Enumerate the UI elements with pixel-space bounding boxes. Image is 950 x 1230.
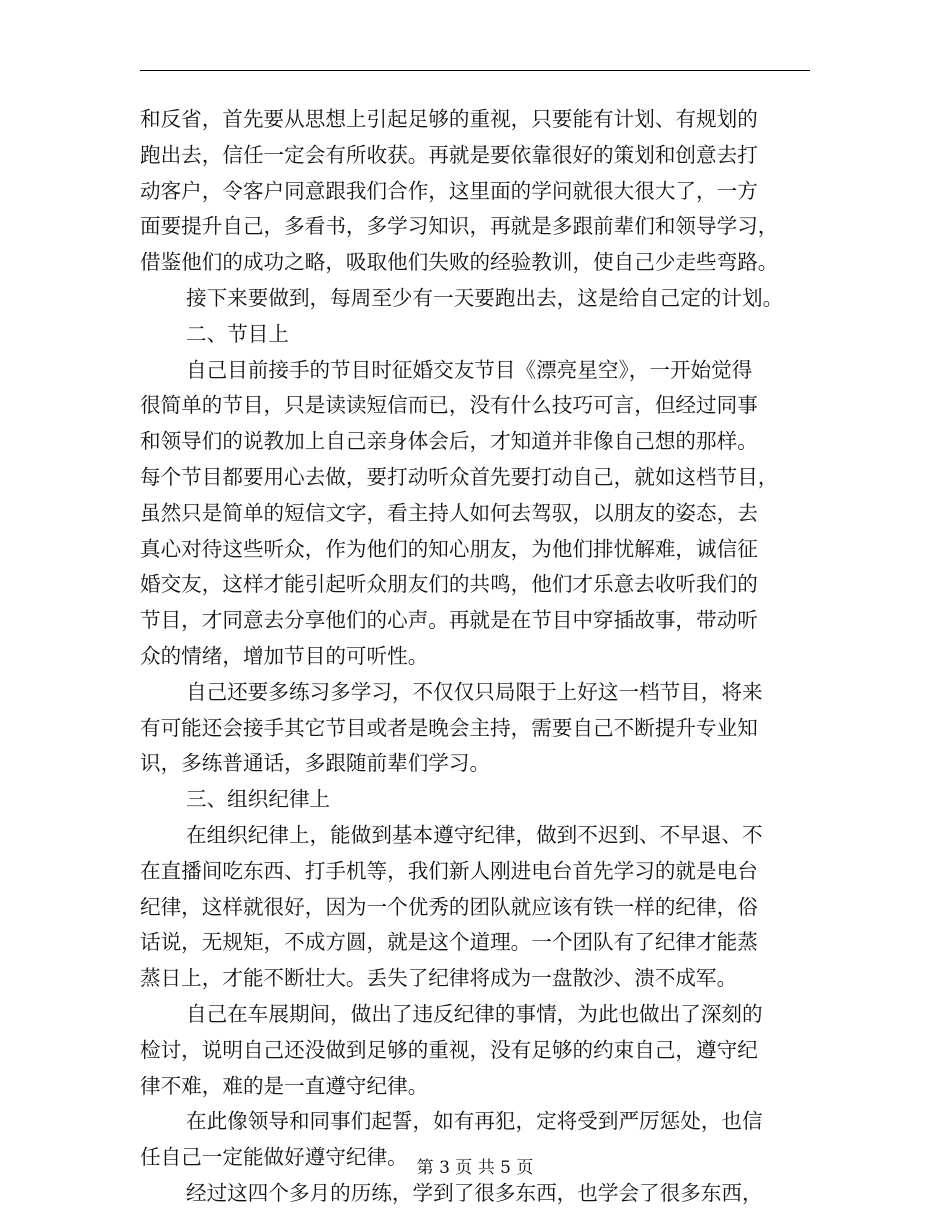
text-line: 自己还要多练习多学习，不仅仅只局限于上好这一档节目，将来 — [186, 679, 763, 704]
text-line: 众的情绪，增加节目的可听性。 — [140, 643, 429, 668]
text-line: 在此像领导和同事们起誓，如有再犯，定将受到严厉惩处，也信 — [186, 1109, 763, 1134]
text-line: 自己在车展期间，做出了违反纪律的事情，为此也做出了深刻的 — [186, 1001, 763, 1026]
text-line: 检讨，说明自己还没做到足够的重视，没有足够的约束自己，遵守纪 — [140, 1037, 758, 1062]
text-line: 婚交友，这样才能引起听众朋友们的共鸣，他们才乐意去收听我们的 — [140, 572, 758, 597]
header-rule — [140, 70, 810, 71]
text-line: 跑出去，信任一定会有所收获。再就是要依靠很好的策划和创意去打 — [140, 142, 758, 167]
text-line: 在组织纪律上，能做到基本遵守纪律，做到不迟到、不早退、不 — [186, 822, 763, 847]
text-line: 节目，才同意去分享他们的心声。再就是在节目中穿插故事，带动听 — [140, 608, 758, 633]
text-line: 二、节目上 — [186, 321, 289, 346]
text-line: 接下来要做到，每周至少有一天要跑出去，这是给自己定的计划。 — [186, 285, 784, 310]
text-line: 在直播间吃东西、打手机等，我们新人刚进电台首先学习的就是电台 — [140, 858, 758, 883]
text-line: 每个节目都要用心去做，要打动听众首先要打动自己，就如这档节目， — [140, 464, 779, 489]
text-line: 和领导们的说教加上自己亲身体会后，才知道并非像自己想的那样。 — [140, 429, 758, 454]
page-number-footer: 第 3 页 共 5 页 — [416, 1158, 534, 1178]
text-line: 蒸日上，才能不断壮大。丢失了纪律将成为一盘散沙、溃不成军。 — [140, 966, 738, 991]
text-line: 识，多练普通话，多跟随前辈们学习。 — [140, 751, 491, 776]
text-line: 虽然只是简单的短信文字，看主持人如何去驾驭，以朋友的姿态，去 — [140, 500, 758, 525]
text-line: 有可能还会接手其它节目或者是晚会主持，需要自己不断提升专业知 — [140, 715, 758, 740]
text-line: 自己目前接手的节目时征婚交友节目《漂亮星空》，一开始觉得 — [186, 357, 753, 382]
text-line: 很简单的节目，只是读读短信而已，没有什么技巧可言，但经过同事 — [140, 393, 758, 418]
text-line: 任自己一定能做好遵守纪律。 — [140, 1145, 408, 1170]
text-line: 面要提升自己，多看书，多学习知识，再就是多跟前辈们和领导学习， — [140, 214, 779, 239]
text-line: 律不难，难的是一直遵守纪律。 — [140, 1073, 429, 1098]
text-line: 话说，无规矩，不成方圆，就是这个道理。一个团队有了纪律才能蒸 — [140, 930, 758, 955]
text-line: 和反省，首先要从思想上引起足够的重视，只要能有计划、有规划的 — [140, 107, 758, 131]
text-line: 借鉴他们的成功之略，吸取他们失败的经验教训，使自己少走些弯路。 — [140, 250, 779, 275]
document-body — [140, 102, 812, 1212]
text-line: 真心对待这些听众，作为他们的知心朋友，为他们排忧解难，诚信征 — [140, 536, 758, 561]
text-line: 纪律，这样就很好，因为一个优秀的团队就应该有铁一样的纪律，俗 — [140, 894, 758, 919]
text-line: 动客户，令客户同意跟我们合作，这里面的学问就很大很大了，一方 — [140, 178, 758, 203]
text-line: 三、组织纪律上 — [186, 787, 331, 812]
text-line: 经过这四个多月的历练，学到了很多东西，也学会了很多东西， — [186, 1180, 763, 1205]
